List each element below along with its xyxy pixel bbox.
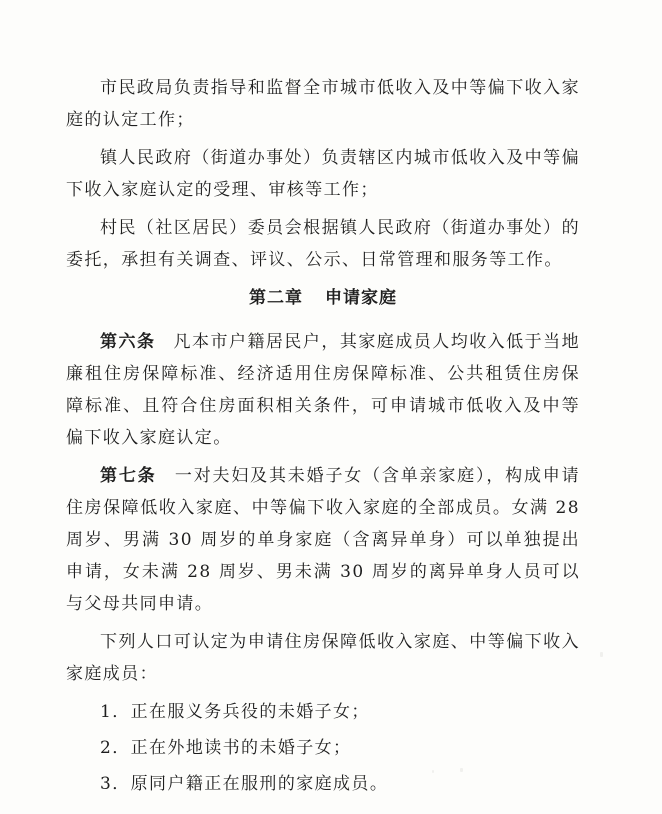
chapter-title: 申请家庭: [325, 288, 397, 308]
paragraph-village-committee: 村民（社区居民）委员会根据镇人民政府（街道办事处）的委托，承担有关调查、评议、公示、日常管理和服务等工作。: [66, 218, 580, 270]
list-item-2: 2．正在外地读书的未婚子女；: [100, 738, 352, 758]
scan-mark: [460, 768, 463, 772]
chapter-heading: [66, 282, 580, 314]
list-intro: 下列人口可认定为申请住房保障低收入家庭、中等偏下收入家庭成员：: [66, 632, 580, 684]
article-6: [66, 326, 580, 454]
list-item-1: 1．正在服义务兵役的未婚子女；: [100, 702, 370, 722]
paragraph-city-civil-affairs: 市民政局负责指导和监督全市城市低收入及中等偏下收入家庭的认定工作；: [66, 78, 580, 130]
document-body: [66, 72, 580, 804]
article-7-label: 第七条: [100, 466, 157, 486]
article-7-text: 一对夫妇及其未婚子女（含单亲家庭），构成申请住房保障低收入家庭、中等偏下收入家庭的全部成员。女满 28 周岁、男满 30 周岁的单身家庭（含离异单身）可以单独提出申请，女未满 28 周岁、男未满 30 周岁的离异单身人员可以与父母共同申请。: [66, 466, 580, 614]
scan-mark: [432, 770, 434, 773]
article-7: [66, 460, 580, 620]
chapter-number: 第二章: [249, 288, 303, 308]
scan-mark: [600, 652, 603, 657]
article-6-label: 第六条: [100, 332, 156, 352]
article-6-text: 凡本市户籍居民户，其家庭成员人均收入低于当地廉租住房保障标准、经济适用住房保障标准、公共租赁住房保障标准、且符合住房面积相关条件，可申请城市低收入及中等偏下收入家庭认定。: [66, 332, 580, 448]
paragraph-town-government: 镇人民政府（街道办事处）负责辖区内城市低收入及中等偏下收入家庭认定的受理、审核等工作；: [66, 148, 580, 200]
list-item-3: 3．原同户籍正在服刑的家庭成员。: [100, 774, 389, 794]
